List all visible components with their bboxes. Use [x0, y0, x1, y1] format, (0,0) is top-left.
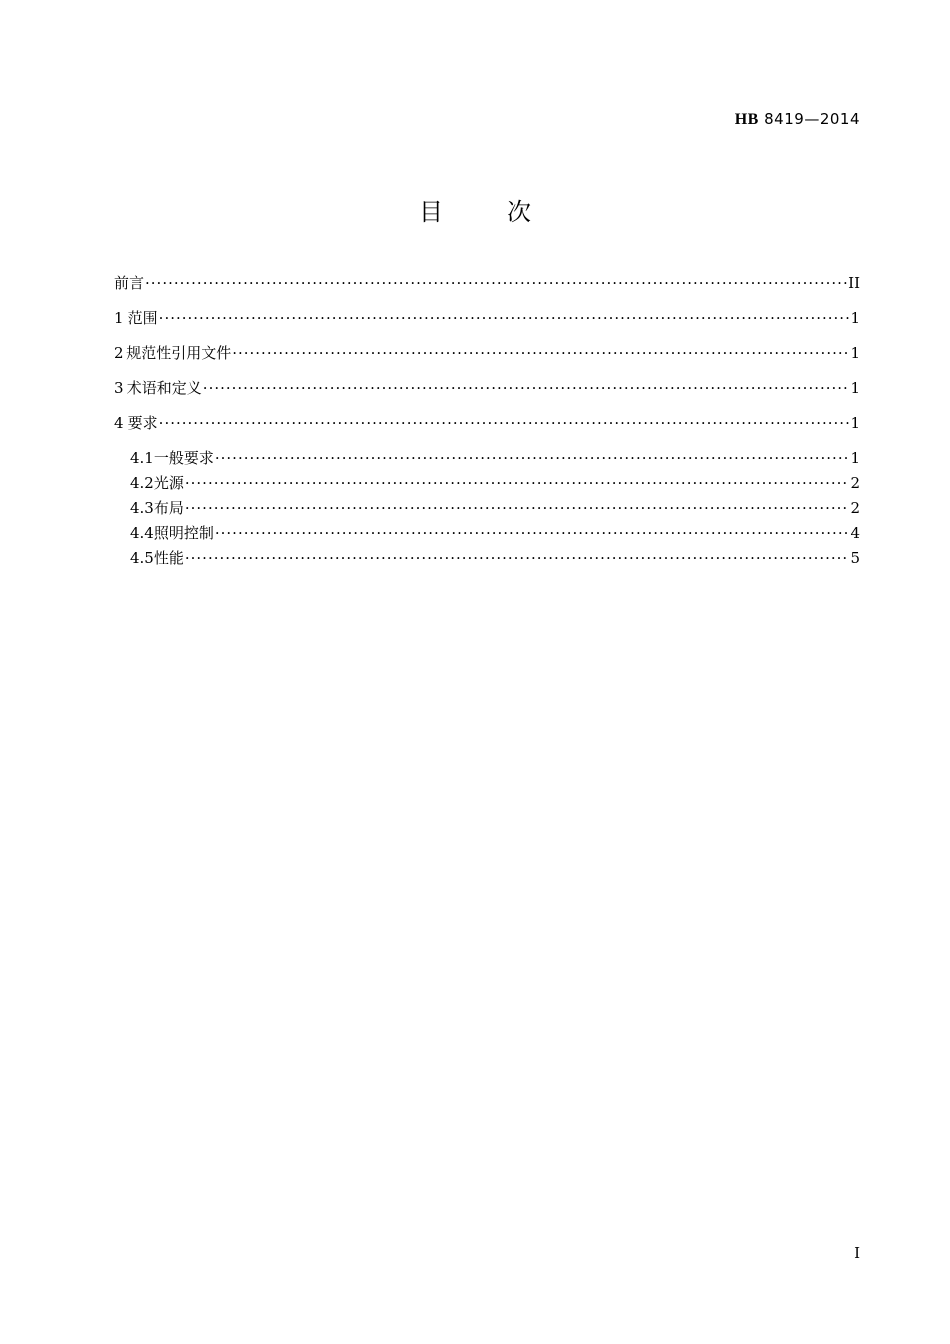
toc-entry-page: 2 [850, 499, 860, 517]
toc-entry-4-4[interactable] [130, 522, 860, 544]
document-code-prefix: HB [734, 111, 759, 128]
toc-entry-page: 1 [850, 309, 860, 327]
toc-leader-dots [159, 307, 850, 329]
toc-entry-label: 一般要求 [153, 449, 214, 467]
toc-entry-label: 性能 [153, 549, 184, 567]
toc-entry-2[interactable] [114, 342, 860, 364]
toc-leader-dots [215, 522, 850, 544]
toc-leader-dots [232, 342, 849, 364]
toc-entry-number: 4.2 [130, 474, 154, 492]
toc-entry-page: 1 [850, 449, 860, 467]
toc-leader-dots [159, 412, 850, 434]
toc-leader-dots [215, 447, 850, 469]
toc-entry-number: 4.1 [130, 449, 154, 467]
toc-entry-page: 4 [850, 524, 860, 542]
toc-title-char-1: 目 [419, 198, 443, 226]
toc-entry-foreword[interactable] [114, 272, 860, 294]
toc-entry-number: 3 [114, 379, 124, 397]
toc-entry-page: II [848, 274, 860, 292]
toc-leader-dots [185, 472, 850, 494]
document-code-number: 8419—2014 [764, 110, 860, 128]
toc-entry-label: 前言 [114, 274, 145, 292]
toc-entry-page: 1 [850, 414, 860, 432]
toc-leader-dots [203, 377, 850, 399]
toc-entry-label: 照明控制 [153, 524, 214, 542]
toc-entry-page: 1 [850, 344, 860, 362]
toc-entry-number: 4.3 [130, 499, 154, 517]
toc-leader-dots [185, 547, 850, 569]
toc-entry-label: 规范性引用文件 [126, 344, 232, 362]
toc-entry-number: 4.4 [130, 524, 154, 542]
page-number: I [854, 1244, 860, 1262]
toc-entry-page: 1 [850, 379, 860, 397]
toc-leader-dots [145, 272, 847, 294]
toc-entry-1[interactable] [114, 307, 860, 329]
toc-entry-4-2[interactable] [130, 472, 860, 494]
toc-entry-number: 1 [114, 309, 124, 327]
toc-entry-4-1[interactable] [130, 447, 860, 469]
toc-title [0, 192, 950, 227]
toc-entry-label: 光源 [153, 474, 184, 492]
toc-title-char-2: 次 [507, 198, 531, 226]
toc-entry-4-3[interactable] [130, 497, 860, 519]
toc-entry-4[interactable] [114, 412, 860, 434]
toc-entry-page: 5 [850, 549, 860, 567]
toc-entry-label: 范围 [127, 309, 158, 327]
toc-entry-page: 2 [850, 474, 860, 492]
toc-entry-number: 4 [114, 414, 124, 432]
toc-leader-dots [185, 497, 850, 519]
document-code [735, 110, 860, 129]
toc-entry-label: 术语和定义 [126, 379, 202, 397]
toc-entry-4-5[interactable] [130, 547, 860, 569]
toc-entry-label: 要求 [127, 414, 158, 432]
toc-entry-label: 布局 [153, 499, 184, 517]
toc-entry-number: 4.5 [130, 549, 154, 567]
toc-entry-number: 2 [114, 344, 124, 362]
toc-entry-3[interactable] [114, 377, 860, 399]
